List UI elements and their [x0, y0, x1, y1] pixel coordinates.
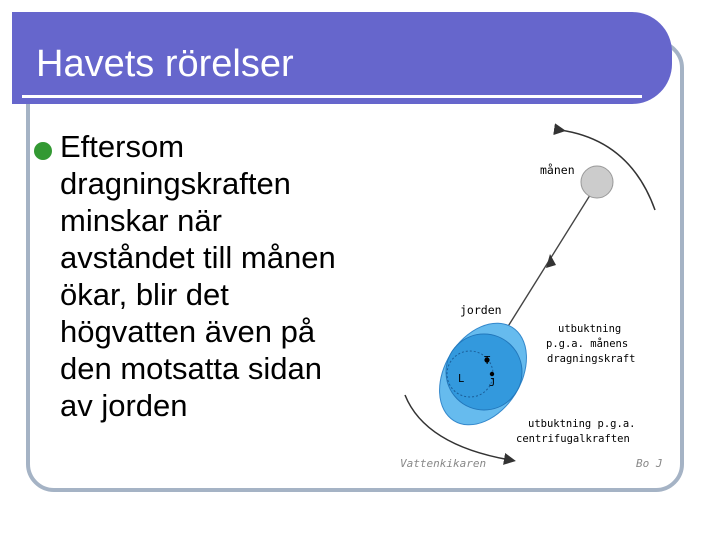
label-bulge-cf-2: centrifugalkraften	[516, 433, 630, 445]
bullet-line: den motsatta sidan	[60, 351, 322, 386]
label-bulge-moon-1: utbuktning	[558, 323, 622, 335]
bullet-line: ökar, blir det	[60, 277, 229, 312]
bullet-first-word: Eftersom	[60, 129, 185, 164]
earth-circle	[446, 334, 522, 410]
label-J: J	[489, 377, 496, 389]
bullet-line: högvatten även på	[60, 314, 316, 349]
label-earth: jorden	[460, 303, 502, 317]
bullet-line: av jorden	[60, 388, 188, 423]
label-bulge-moon-2: p.g.a. månens	[546, 338, 629, 350]
arrow-mid-icon	[546, 254, 556, 268]
label-moon: månen	[540, 163, 575, 177]
label-L: L	[458, 373, 465, 385]
label-T: T	[484, 355, 491, 367]
title-underline	[22, 95, 642, 98]
moon-circle	[581, 166, 613, 198]
bullet-line: dragningskraften	[60, 166, 291, 201]
credit-label: Bo J	[636, 457, 663, 470]
bullet-text	[60, 128, 390, 424]
title-bar	[12, 12, 672, 104]
tide-diagram	[380, 120, 680, 480]
barycenter-dot	[490, 372, 494, 376]
bullet-line: minskar när	[60, 203, 222, 238]
label-bulge-cf-1: utbuktning p.g.a.	[528, 418, 636, 430]
slide-title: Havets rörelser	[36, 43, 294, 85]
watermark-label: Vattenkikaren	[400, 457, 487, 470]
bullet-dot-icon	[34, 142, 52, 160]
label-bulge-moon-3: dragningskraft	[547, 353, 636, 365]
bullet-line: avståndet till månen	[60, 240, 336, 275]
